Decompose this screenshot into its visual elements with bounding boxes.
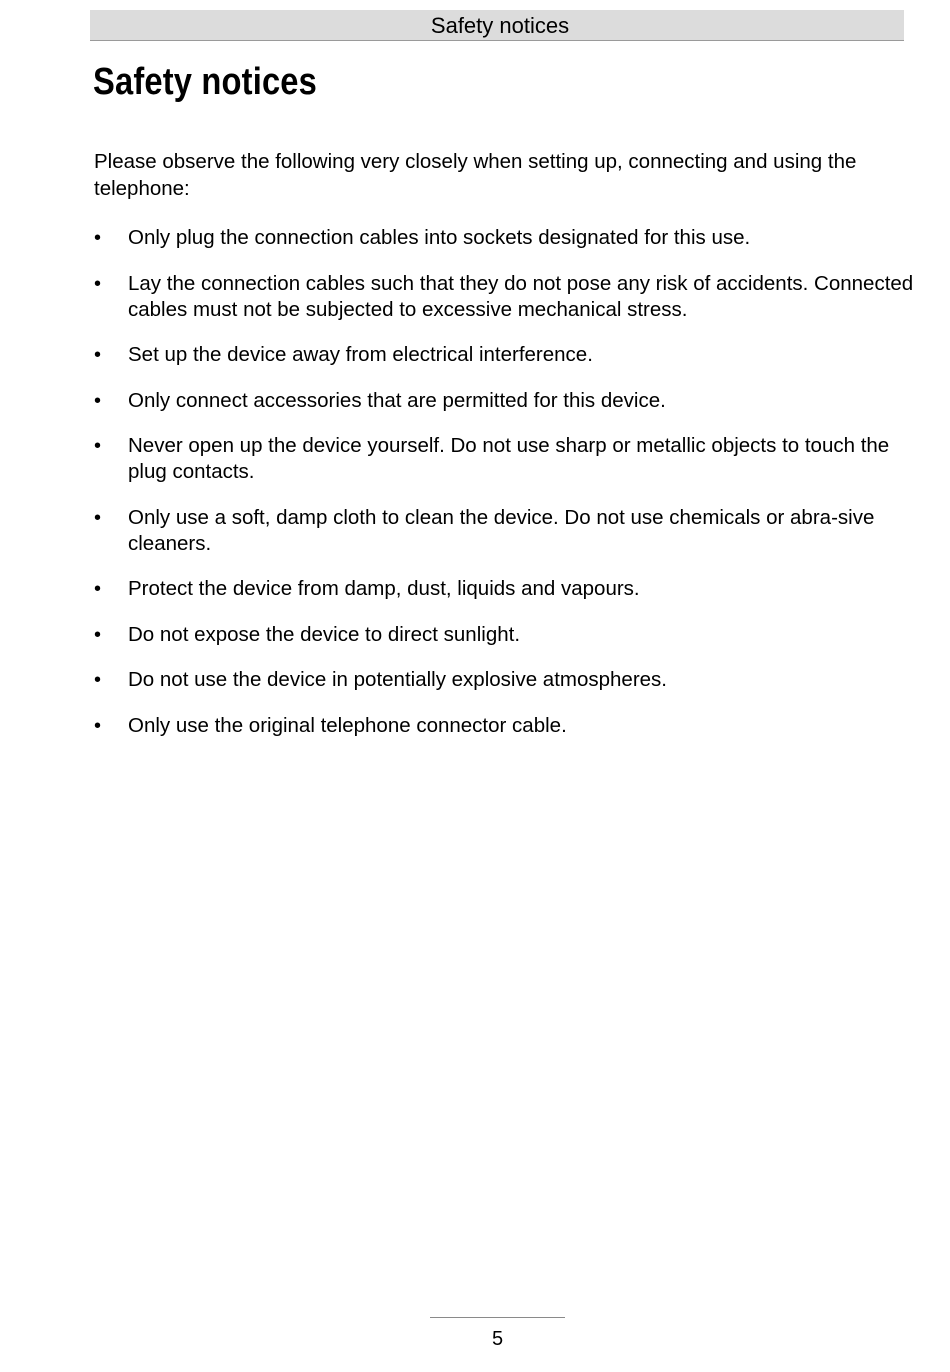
list-item: [0, 225, 918, 251]
bullet-icon: •: [94, 435, 102, 457]
list-item: [0, 505, 918, 557]
list-item-text: Only connect accessories that are permitted for this device.: [128, 388, 666, 412]
list-item-text: Only use a soft, damp cloth to clean the device. Do not use chemicals or abra-sive cleaners.: [128, 505, 875, 555]
list-item-text: Only use the original telephone connector cable.: [128, 713, 567, 737]
list-item: [0, 667, 918, 693]
safety-notice-list: [0, 225, 950, 758]
list-item-text: Lay the connection cables such that they do not pose any risk of accidents. Connected cables must not be subjected to excessive mechanical stress.: [128, 271, 914, 321]
list-item: [0, 271, 918, 323]
running-header-title: Safety notices: [430, 13, 570, 38]
list-item: [0, 622, 918, 648]
list-item-text: Set up the device away from electrical interference.: [128, 343, 593, 366]
bullet-icon: •: [94, 389, 102, 412]
list-item: [0, 342, 918, 368]
page-number: 5: [491, 1328, 504, 1350]
page-title: Safety notices: [93, 61, 317, 103]
bullet-icon: •: [94, 272, 102, 295]
list-item: [0, 388, 918, 414]
bullet-icon: •: [94, 714, 102, 737]
list-item-text: Do not expose the device to direct sunlight.: [128, 622, 521, 646]
list-item: [0, 433, 918, 485]
list-item: [0, 576, 918, 602]
bullet-icon: •: [94, 669, 102, 691]
list-item: [0, 713, 918, 739]
running-header: [90, 10, 904, 41]
list-item-text: Protect the device from damp, dust, liquids and vapours.: [128, 577, 640, 600]
bullet-icon: •: [94, 623, 102, 646]
list-item-text: Do not use the device in potentially explosive atmospheres.: [128, 668, 668, 691]
bullet-icon: •: [94, 578, 102, 600]
bullet-icon: •: [94, 506, 102, 529]
list-item-text: Only plug the connection cables into sockets designated for this use.: [128, 226, 751, 249]
footer-divider: [430, 1317, 565, 1318]
intro-paragraph: Please observe the following very closely when setting up, connecting and using the telephone:: [94, 150, 857, 200]
bullet-icon: •: [94, 227, 102, 249]
list-item-text: Never open up the device yourself. Do not use sharp or metallic objects to touch the plug contacts.: [128, 434, 890, 483]
bullet-icon: •: [94, 344, 102, 366]
